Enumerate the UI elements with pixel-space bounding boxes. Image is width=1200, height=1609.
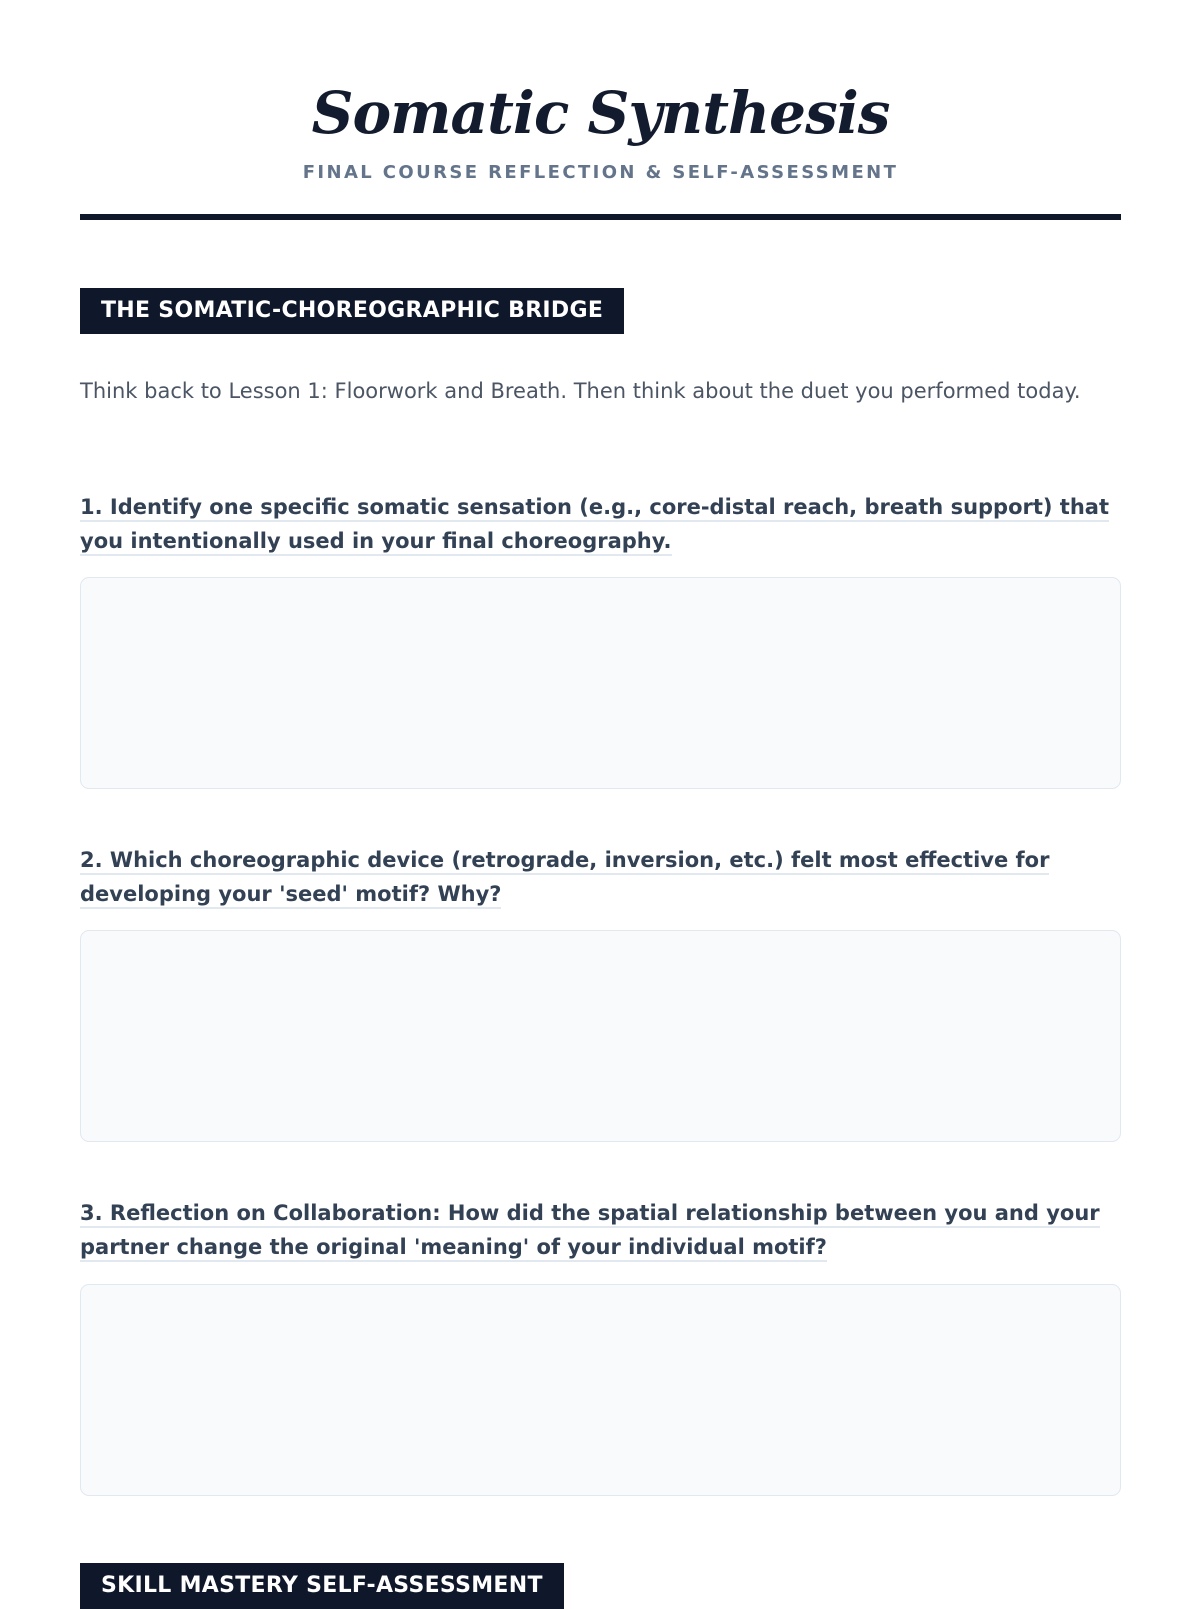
question-3-text: 3. Reflection on Collaboration: How did the spatial relationship between you and your partner change the original 'meaning' of your individual motif?: [80, 1201, 1100, 1262]
page-title: Somatic Synthesis: [311, 79, 890, 147]
answer-field-3[interactable]: [80, 1284, 1121, 1496]
page-subtitle: FINAL COURSE REFLECTION & SELF-ASSESSMENT: [302, 162, 899, 183]
section-heading-somatic-bridge: THE SOMATIC-CHOREOGRAPHIC BRIDGE: [80, 288, 624, 334]
answer-field-2[interactable]: [80, 930, 1121, 1142]
question-1-text: 1. Identify one specific somatic sensation (e.g., core-distal reach, breath support) that you intentionally used in your final choreography.: [80, 495, 1109, 556]
answer-field-1[interactable]: [80, 577, 1121, 789]
section-heading-skill-mastery: SKILL MASTERY SELF-ASSESSMENT: [80, 1563, 564, 1609]
header-divider: [80, 214, 1121, 220]
question-2-text: 2. Which choreographic device (retrograde, inversion, etc.) felt most effective for developing your 'seed' motif? Why?: [80, 848, 1049, 909]
question-2-label: [80, 843, 1121, 911]
question-3-label: [80, 1196, 1121, 1264]
question-1-label: [80, 490, 1121, 558]
section-intro: Think back to Lesson 1: Floorwork and Breath. Then think about the duet you performed today.: [80, 379, 1081, 403]
